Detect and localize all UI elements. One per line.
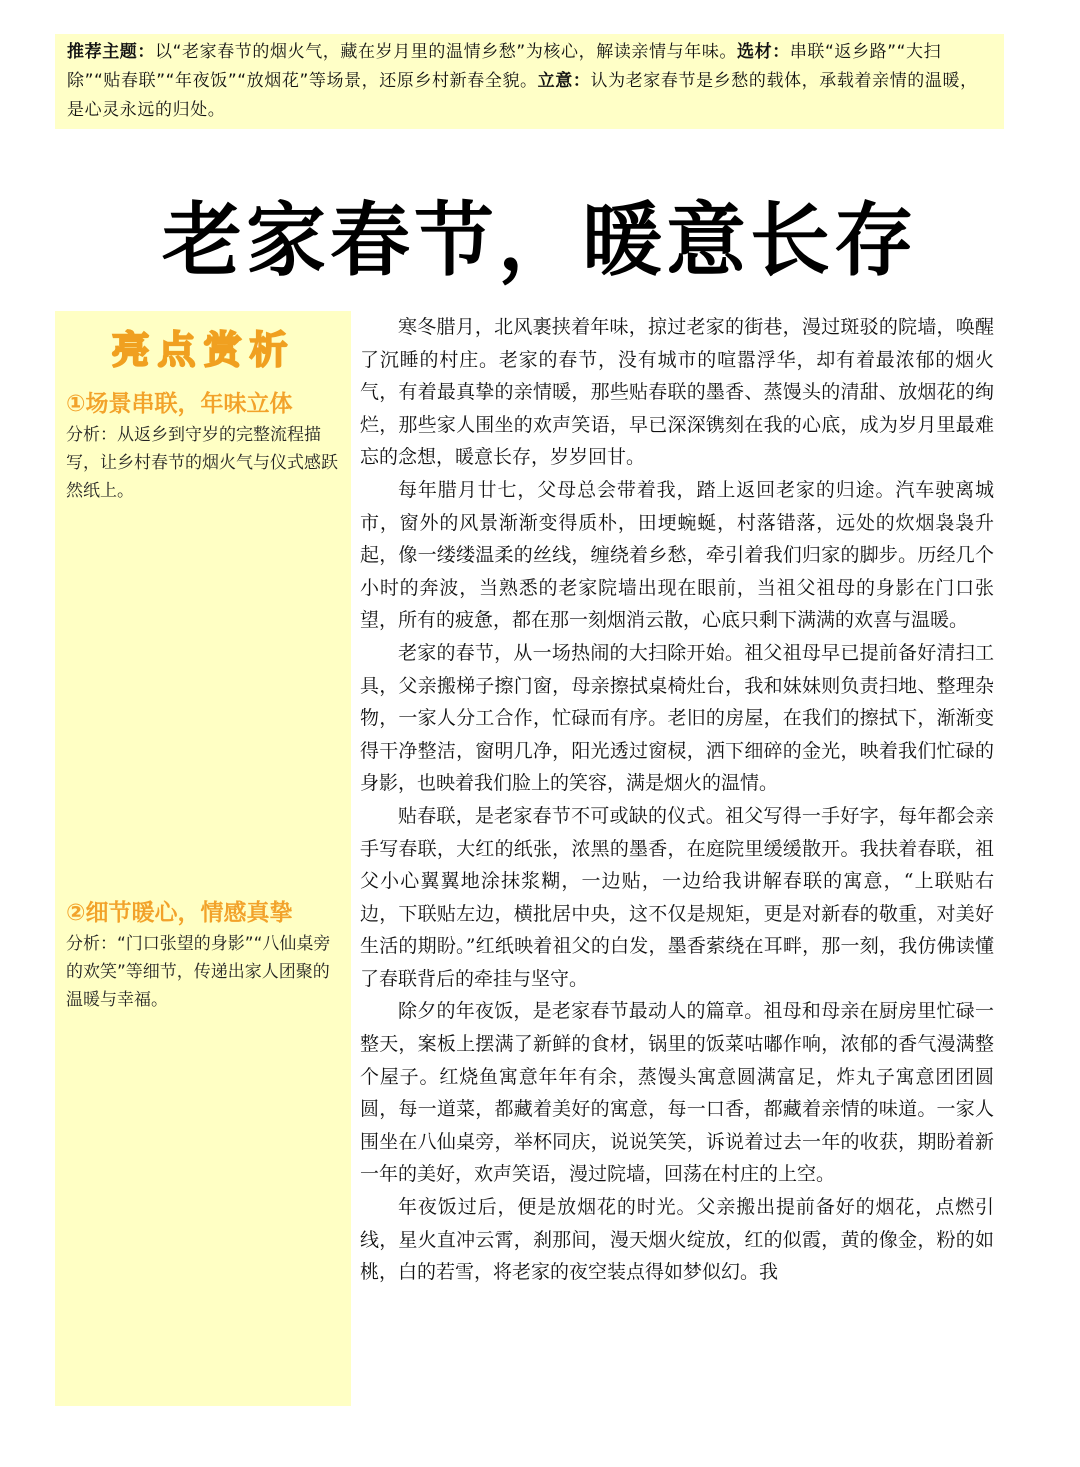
highlight-point-text: 分析：“门口张望的身影”“八仙桌旁的欢笑”等细节，传递出家人团聚的温暖与幸福。 bbox=[66, 934, 331, 1010]
material-text: 串联“返乡路”“大扫除”“贴春联”“年夜饭”“放烟花”等场景，还原乡村新春全貌。 bbox=[67, 42, 942, 91]
intent-label: 立意： bbox=[537, 71, 591, 91]
material-label: 选材： bbox=[737, 42, 790, 62]
sidebar-heading: 亮点赏析 bbox=[111, 328, 296, 372]
analysis-sidebar bbox=[55, 311, 351, 1406]
highlight-point-title: ①场景串联，年味立体 bbox=[66, 391, 293, 417]
summary-box bbox=[55, 34, 1004, 129]
highlight-point-2 bbox=[66, 898, 346, 1014]
article-paragraph: 老家的春节，从一场热闹的大扫除开始。祖父祖母早已提前备好清扫工具，父亲搬梯子擦门窗，母亲擦拭桌椅灶台，我和妹妹则负责扫地、整理杂物，一家人分工合作，忙碌而有序。老旧的房屋，在我们的擦拭下，渐渐变得干净整洁，窗明几净，阳光透过窗棂，洒下细碎的金光，映着我们忙碌的身影，也映着我们脸上的笑容，满是烟火的温情。 bbox=[360, 641, 994, 795]
article-body bbox=[360, 311, 994, 1289]
article-paragraph: 除夕的年夜饭，是老家春节最动人的篇章。祖母和母亲在厨房里忙碌一整天，案板上摆满了新鲜的食材，锅里的饭菜咕嘟作响，浓郁的香气漫满整个屋子。红烧鱼寓意年年有余，蒸馒头寓意圆满富足，炸丸子寓意团团圆圆，每一道菜，都藏着美好的寓意，每一口香，都藏着亲情的味道。一家人围坐在八仙桌旁，举杯同庆，说说笑笑，诉说着过去一年的收获，期盼着新一年的美好，欢声笑语，漫过院墙，回荡在村庄的上空。 bbox=[360, 1000, 994, 1186]
theme-label: 推荐主题： bbox=[67, 42, 155, 62]
article-paragraph: 年夜饭过后，便是放烟花的时光。父亲搬出提前备好的烟花，点燃引线，星火直冲云霄，刹那间，漫天烟火绽放，红的似霞，黄的像金，粉的如桃，白的若雪，将老家的夜空装点得如梦似幻。我 bbox=[360, 1196, 994, 1284]
highlight-point-1 bbox=[66, 389, 346, 505]
article-paragraph: 寒冬腊月，北风裹挟着年味，掠过老家的街巷，漫过斑驳的院墙，唤醒了沉睡的村庄。老家的春节，没有城市的喧嚣浮华，却有着最浓郁的烟火气，有着最真挚的亲情暖，那些贴春联的墨香、蒸馒头的清甜、放烟花的绚烂，那些家人围坐的欢声笑语，早已深深镌刻在我的心底，成为岁月里最难忘的念想，暖意长存，岁岁回甘。 bbox=[360, 316, 994, 469]
theme-text: 以“老家春节的烟火气，藏在岁月里的温情乡愁”为核心，解读亲情与年味。 bbox=[155, 42, 738, 62]
article-paragraph: 每年腊月廿七，父母总会带着我，踏上返回老家的归途。汽车驶离城市，窗外的风景渐渐变得质朴，田埂蜿蜒，村落错落，远处的炊烟袅袅升起，像一缕缕温柔的丝线，缠绕着乡愁，牵引着我们归家的脚步。历经几个小时的奔波，当熟悉的老家院墙出现在眼前，当祖父祖母的身影在门口张望，所有的疲惫，都在那一刻烟消云散，心底只剩下满满的欢喜与温暖。 bbox=[360, 478, 994, 632]
intent-text: 认为老家春节是乡愁的载体，承载着亲情的温暖，是心灵永远的归处。 bbox=[67, 71, 978, 120]
article-paragraph: 贴春联，是老家春节不可或缺的仪式。祖父写得一手好字，每年都会亲手写春联，大红的纸张，浓黑的墨香，在庭院里缓缓散开。我扶着春联，祖父小心翼翼地涂抹浆糊，一边贴，一边给我讲解春联的寓意，“上联贴右边，下联贴左边，横批居中央，这不仅是规矩，更是对新春的敬重，对美好生活的期盼。”红纸映着祖父的白发，墨香萦绕在耳畔，那一刻，我仿佛读懂了春联背后的牵挂与坚守。 bbox=[360, 804, 994, 990]
page-title: 老家春节，暖意长存 bbox=[162, 193, 918, 287]
highlight-point-text: 分析：从返乡到守岁的完整流程描写，让乡村春节的烟火气与仪式感跃然纸上。 bbox=[66, 425, 338, 501]
highlight-point-title: ②细节暖心，情感真挚 bbox=[66, 900, 293, 926]
